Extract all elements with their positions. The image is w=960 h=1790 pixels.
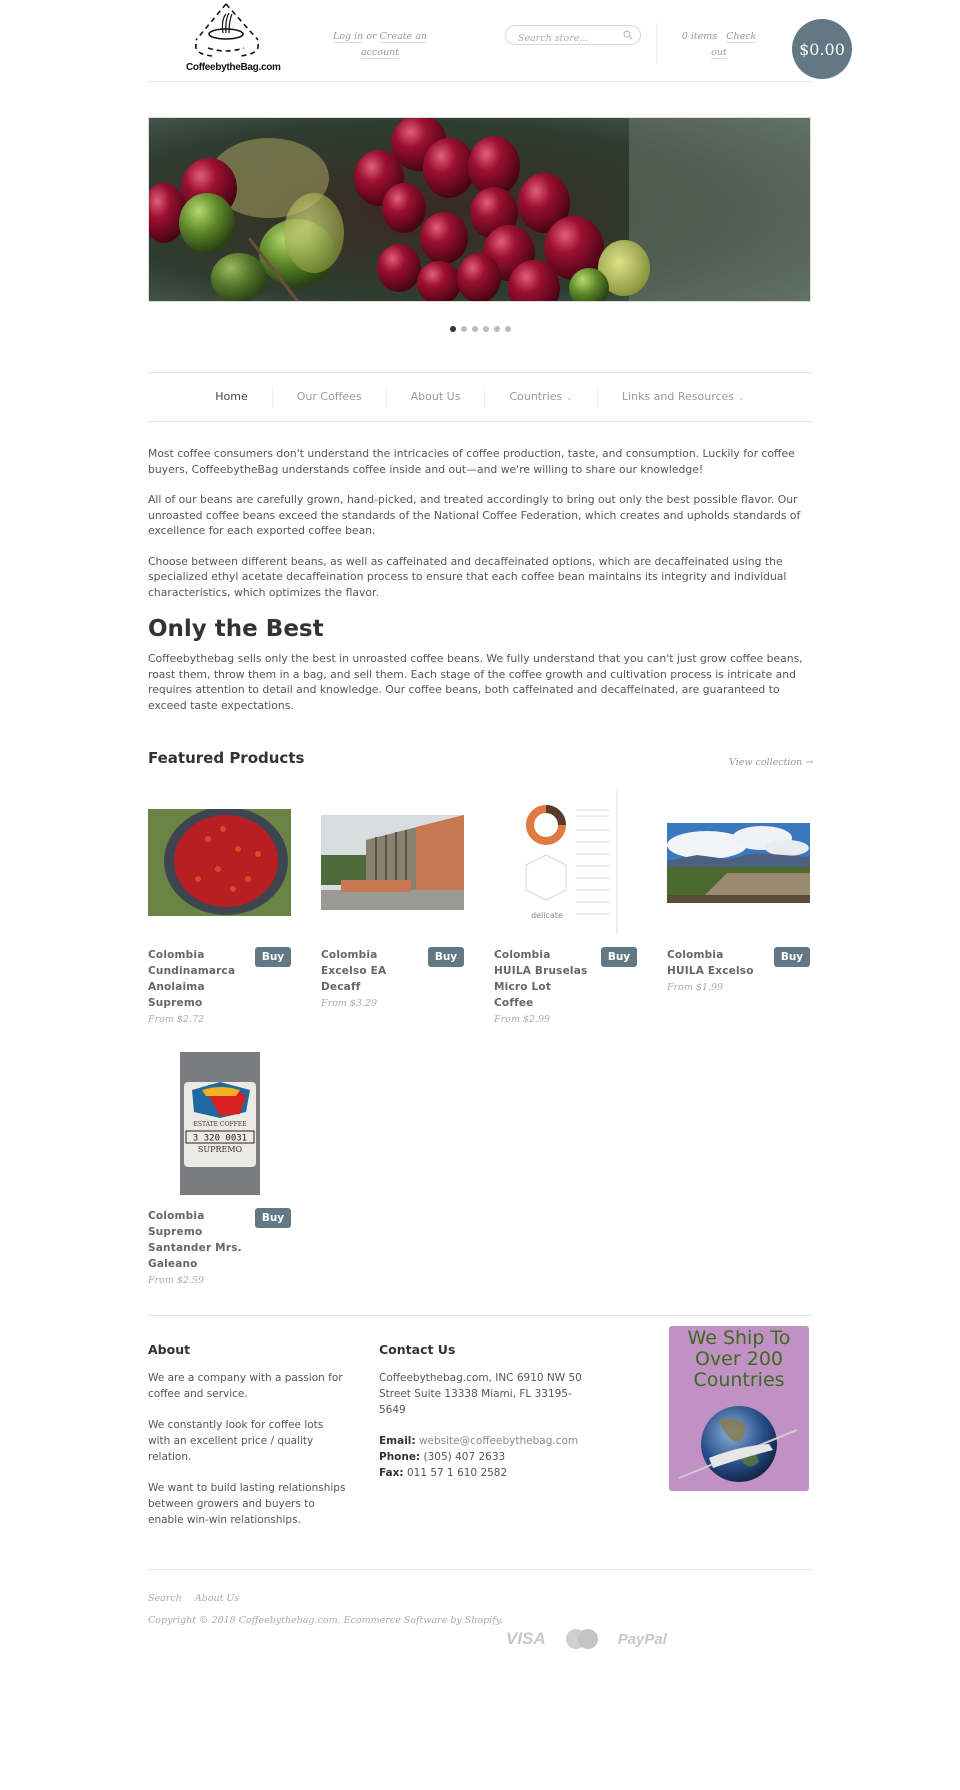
product-image-coffee-sack [180,1052,260,1195]
nav-countries-label: Countries [509,390,563,403]
product-card [148,1051,291,1286]
footer-bottom-divider [148,1569,812,1570]
phone-value: (305) 407 2633 [423,1451,506,1463]
login-link[interactable]: Log in [333,31,364,42]
cart-info [674,29,764,61]
buy-button[interactable]: Buy [428,947,464,967]
search-input[interactable] [518,30,626,48]
product-image-river-landscape [667,823,810,903]
paypal-icon: PayPal [617,1630,667,1648]
product-image-link[interactable] [148,790,291,935]
product-card [148,790,291,1025]
create-account-link[interactable]: Create an account [360,31,427,58]
ship-badge-text: We Ship To Over 200 Countries [687,1327,791,1391]
or-text: or [366,31,377,42]
buy-button[interactable]: Buy [255,947,291,967]
slide-dot-4[interactable] [483,326,489,332]
email-label: Email: [379,1435,416,1447]
phone-label: Phone: [379,1451,421,1463]
site-logo[interactable] [186,2,281,76]
product-image-link[interactable] [321,790,464,935]
product-price: From $1.99 [667,982,724,993]
slide-dot-1[interactable] [450,326,456,332]
footer-link-search[interactable]: Search [148,1593,182,1604]
product-image-link[interactable] [494,790,637,935]
section-heading: Only the Best [148,616,324,642]
nav-about-us-label: About Us [410,390,461,403]
buy-button[interactable]: Buy [774,947,810,967]
footer-about-paragraph: We are a company with a passion for coffee and service. [148,1372,343,1400]
featured-products-title: Featured Products [148,749,305,767]
chevron-down-icon: ⌄ [566,393,573,402]
checkout-link[interactable]: Check out [711,31,757,58]
product-image-cupping-sheet [511,790,621,935]
product-price: From $2.72 [148,1014,205,1025]
product-name[interactable]: Colombia HUILA Excelso [667,949,754,977]
nav-home[interactable] [191,386,271,408]
svg-text:3 320 0031: 3 320 0031 [192,1133,247,1144]
footer-contact-title: Contact Us [379,1342,456,1357]
nav-our-coffees-label: Our Coffees [296,390,362,403]
product-name[interactable]: Colombia Supremo Santander Mrs. Galeano [148,1210,242,1270]
payment-methods [506,1628,667,1650]
cart-item-count: 0 items [681,31,718,42]
section-paragraph: Coffeebythebag sells only the best in unroasted coffee beans. We fully understand that you can't just grow coffee beans, roast them, throw them in a bag, and sell them. Each stage of the coffee growth and cultivation process is intricate and requires attention to detail and knowledge. Our coffee beans, both caffeinated and decaffeinated, are guaranteed to exceed taste expectations. [148,652,803,712]
main-nav [148,372,812,422]
copyright-text: Copyright © 2018 Coffeebythebag.com. Ecommerce Software by Shopify. [148,1615,503,1626]
intro-paragraph-3: Choose between different beans, as well as caffeinated and decaffeinated options, which are decaffeinated using the specialized ethyl acetate decaffeination process to ensure that each coffee bean maintains its integrity and individual characteristics, which optimizes the flavor. [148,554,787,599]
slide-dot-6[interactable] [505,326,511,332]
search-box [505,25,641,45]
nav-links-label: Links and Resources [621,390,735,403]
contact-address: Coffeebythebag.com, INC 6910 NW 50 Street Suite 13338 Miami, FL 33195-5649 [379,1372,582,1416]
fax-value: 011 57 1 610 2582 [406,1467,508,1479]
mastercard-icon [564,1628,600,1650]
site-header [148,0,845,82]
product-price: From $2.99 [494,1014,551,1025]
slideshow-pagination [0,326,960,332]
svg-text:ESTATE COFFEE: ESTATE COFFEE [192,1121,247,1128]
footer-about [148,1342,348,1543]
slide-dot-3[interactable] [472,326,478,332]
coffee-cherries-image [149,118,811,302]
account-links [320,29,440,61]
chevron-down-icon: ⌄ [738,393,745,402]
product-price: From $2.59 [148,1275,205,1286]
globe-airplane-icon [669,1398,809,1488]
product-card [667,790,810,993]
intro-paragraph-2: All of our beans are carefully grown, hand-picked, and treated accordingly to bring out only the best possible flavor. Our unroasted coffee beans exceed the standards of the National Coffee Federation, which creates and upholds standards of excellence for each exported coffee bean. [148,493,801,537]
view-collection-link[interactable]: View collection → [729,757,814,768]
footer-links [148,1593,249,1604]
nav-links-and-resources[interactable] [597,386,769,408]
product-card [321,790,464,1009]
hero-slideshow[interactable] [148,117,811,302]
ship-worldwide-badge [669,1326,809,1491]
header-divider [656,23,657,63]
product-name[interactable]: Colombia Cundinamarca Anolaima Supremo [148,949,236,1009]
footer-about-title: About [148,1342,191,1357]
footer-divider [148,1315,812,1316]
nav-about-us[interactable] [386,386,485,408]
product-card [494,790,637,1025]
visa-icon: VISA [506,1629,546,1648]
product-name[interactable]: Colombia HUILA Bruselas Micro Lot Coffee [494,949,588,1009]
coffee-cup-logo-icon [186,2,266,62]
intro-paragraph-1: Most coffee consumers don't understand the intricacies of coffee production, taste, and consumption. Luckily for coffee buyers, CoffeebytheBag understands coffee inside and out—and we're willing to share our knowledge! [148,447,795,476]
buy-button[interactable]: Buy [255,1208,291,1228]
svg-text:SUPREMO: SUPREMO [197,1145,242,1154]
product-name[interactable]: Colombia Excelso EA Decaff [321,949,387,993]
svg-text:delicate: delicate [530,911,563,920]
fax-label: Fax: [379,1467,404,1479]
product-image-building [321,815,464,910]
footer-about-paragraph: We constantly look for coffee lots with an excellent price / quality relation. [148,1419,324,1463]
product-image-link[interactable] [667,790,810,935]
product-image-link[interactable] [148,1051,291,1196]
buy-button[interactable]: Buy [601,947,637,967]
footer-contact [379,1342,584,1481]
main-content [148,446,812,728]
product-price: From $3.29 [321,998,378,1009]
slide-dot-5[interactable] [494,326,500,332]
cart-total-button[interactable]: $0.00 [792,19,852,79]
nav-home-label: Home [215,390,248,403]
logo-text: CoffeebytheBag.com [186,62,281,73]
nav-countries[interactable] [484,386,596,408]
nav-our-coffees[interactable] [272,386,386,408]
footer-link-about-us[interactable]: About Us [194,1593,240,1604]
footer-about-paragraph: We want to build lasting relationships between growers and buyers to enable win-win relationships. [148,1482,346,1526]
slide-dot-2[interactable] [461,326,467,332]
email-link[interactable]: website@coffeebythebag.com [418,1435,579,1447]
search-icon[interactable] [623,30,633,40]
product-image-cherries-bowl [148,809,291,916]
